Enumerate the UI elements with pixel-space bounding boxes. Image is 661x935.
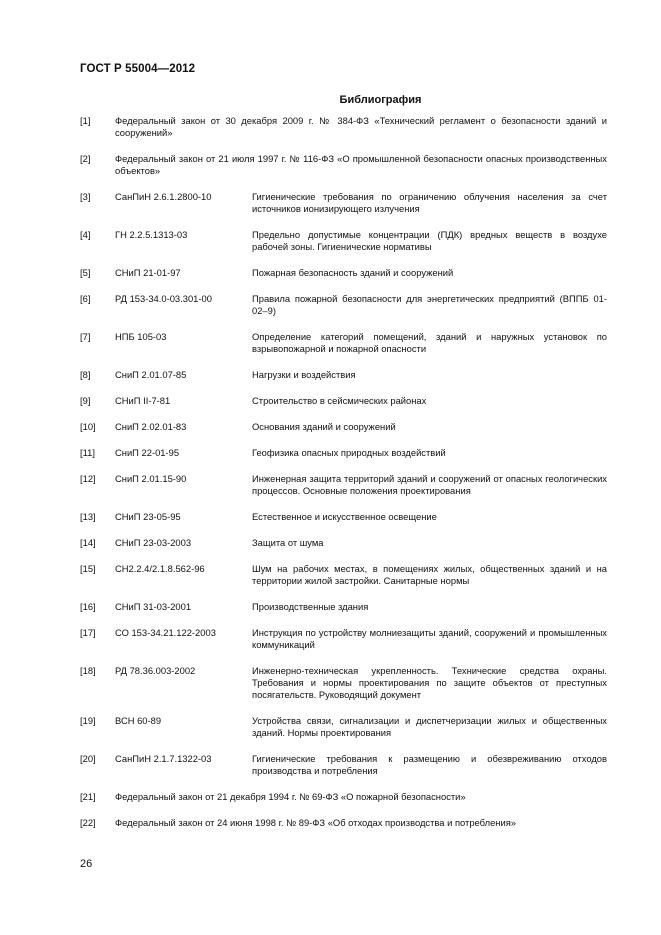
entry-number: [12] bbox=[80, 473, 96, 484]
bibliography-entry bbox=[80, 665, 607, 701]
entry-code: СниП 2.02.01-83 bbox=[115, 421, 187, 432]
bibliography-entry bbox=[80, 627, 607, 651]
entry-number: [16] bbox=[80, 601, 96, 612]
bibliography-entry bbox=[80, 791, 607, 803]
entry-title: Гигиенические требования к размещению и обезвреживанию отходов производства и потребления bbox=[252, 753, 607, 776]
entry-number: [8] bbox=[80, 369, 91, 380]
bibliography-entry bbox=[80, 753, 607, 777]
page-number: 26 bbox=[80, 858, 93, 870]
entry-title: Пожарная безопасность зданий и сооружений bbox=[252, 267, 454, 278]
entry-number: [11] bbox=[80, 447, 95, 458]
bibliography-entry bbox=[80, 715, 607, 739]
standard-designation: ГОСТ Р 55004—2012 bbox=[80, 63, 196, 75]
bibliography-entry bbox=[80, 229, 607, 253]
entry-code: СНиП 23-03-2003 bbox=[115, 537, 192, 548]
bibliography-list bbox=[80, 115, 607, 843]
entry-title: Предельно допустимые концентрации (ПДК) вредных веществ в воздухе рабочей зоны. Гигиенические нормативы bbox=[252, 229, 607, 252]
bibliography-entry bbox=[80, 817, 607, 829]
entry-title: Устройства связи, сигнализации и диспетчеризации жилых и общественных зданий. Нормы проектирования bbox=[252, 715, 607, 738]
entry-title: Естественное и искусственное освещение bbox=[252, 511, 437, 522]
entry-title: Строительство в сейсмических районах bbox=[252, 395, 427, 406]
entry-text: Федеральный закон от 21 июля 1997 г. № 116-ФЗ «О промышленной безопасности опасных производственных объектов» bbox=[115, 153, 607, 176]
bibliography-entry bbox=[80, 293, 607, 317]
entry-number: [14] bbox=[80, 537, 96, 548]
entry-code: СО 153-34.21.122-2003 bbox=[115, 627, 216, 638]
entry-number: [13] bbox=[80, 511, 96, 522]
entry-code: СНиП 23-05-95 bbox=[115, 511, 181, 522]
bibliography-entry bbox=[80, 369, 607, 381]
entry-title: Шум на рабочих местах, в помещениях жилых, общественных зданий и на территории жилой застройки. Санитарные нормы bbox=[252, 563, 607, 586]
entry-number: [18] bbox=[80, 665, 96, 676]
entry-text: Федеральный закон от 21 декабря 1994 г. № 69-ФЗ «О пожарной безопасности» bbox=[115, 791, 466, 802]
bibliography-entry bbox=[80, 331, 607, 355]
entry-title: Производственные здания bbox=[252, 601, 369, 612]
entry-code: ГН 2.2.5.1313-03 bbox=[115, 229, 188, 240]
bibliography-heading bbox=[0, 94, 661, 106]
entry-text: Федеральный закон от 30 декабря 2009 г. № 384-ФЗ «Технический регламент о безопасности зданий и сооружений» bbox=[115, 115, 607, 138]
entry-number: [2] bbox=[80, 153, 91, 164]
entry-number: [15] bbox=[80, 563, 96, 574]
bibliography-entry bbox=[80, 563, 607, 587]
entry-number: [9] bbox=[80, 395, 91, 406]
bibliography-entry bbox=[80, 447, 607, 459]
bibliography-entry bbox=[80, 537, 607, 549]
entry-code: СниП 2.01.15-90 bbox=[115, 473, 187, 484]
entry-title: Правила пожарной безопасности для энергетических предприятий (ВППБ 01-02–9) bbox=[252, 293, 607, 316]
entry-title: Геофизика опасных природных воздействий bbox=[252, 447, 446, 458]
entry-title: Нагрузки и воздействия bbox=[252, 369, 356, 380]
entry-text: Федеральный закон от 24 июня 1998 г. № 89-ФЗ «Об отходах производства и потребления» bbox=[115, 817, 516, 828]
entry-code: РД 153-34.0-03.301-00 bbox=[115, 293, 212, 304]
entry-number: [3] bbox=[80, 191, 91, 202]
entry-number: [6] bbox=[80, 293, 91, 304]
entry-title: Инженерно-техническая укрепленность. Технические средства охраны. Требования и нормы проектирования по защите объектов от преступных посягательств. Руководящий документ bbox=[252, 665, 607, 700]
entry-code: СН2.2.4/2.1.8.562-96 bbox=[115, 563, 205, 574]
bibliography-entry bbox=[80, 267, 607, 279]
entry-number: [1] bbox=[80, 115, 91, 126]
bibliography-entry bbox=[80, 473, 607, 497]
entry-code: СниП 22-01-95 bbox=[115, 447, 180, 458]
entry-code: СНиП II-7-81 bbox=[115, 395, 171, 406]
entry-title: Основания зданий и сооружений bbox=[252, 421, 396, 432]
entry-number: [19] bbox=[80, 715, 96, 726]
entry-number: [5] bbox=[80, 267, 91, 278]
entry-code: СанПиН 2.6.1.2800-10 bbox=[115, 191, 212, 202]
entry-number: [7] bbox=[80, 331, 91, 342]
bibliography-entry bbox=[80, 511, 607, 523]
bibliography-entry bbox=[80, 191, 607, 215]
entry-code: РД 78.36.003-2002 bbox=[115, 665, 196, 676]
entry-code: СНиП 31-03-2001 bbox=[115, 601, 192, 612]
bibliography-entry bbox=[80, 115, 607, 139]
entry-title: Инструкция по устройству молниезащиты зданий, сооружений и промышленных коммуникаций bbox=[252, 627, 607, 650]
entry-title: Защита от шума bbox=[252, 537, 324, 548]
entry-number: [10] bbox=[80, 421, 96, 432]
entry-code: ВСН 60-89 bbox=[115, 715, 162, 726]
entry-number: [17] bbox=[80, 627, 96, 638]
entry-number: [4] bbox=[80, 229, 91, 240]
entry-title: Гигиенические требования по ограничению облучения населения за счет источников ионизирующего излучения bbox=[252, 191, 607, 214]
entry-code: СниП 2.01.07-85 bbox=[115, 369, 187, 380]
entry-code: СНиП 21-01-97 bbox=[115, 267, 181, 278]
entry-title: Определение категорий помещений, зданий и наружных установок по взрывопожарной и пожарной опасности bbox=[252, 331, 607, 354]
bibliography-entry bbox=[80, 421, 607, 433]
bibliography-title: Библиография bbox=[339, 94, 422, 106]
entry-number: [20] bbox=[80, 753, 96, 764]
entry-number: [22] bbox=[80, 817, 96, 828]
bibliography-entry bbox=[80, 395, 607, 407]
entry-title: Инженерная защита территорий зданий и сооружений от опасных геологических процессов. Основные положения проектирования bbox=[252, 473, 607, 496]
entry-number: [21] bbox=[80, 791, 96, 802]
entry-code: НПБ 105-03 bbox=[115, 331, 167, 342]
bibliography-entry bbox=[80, 153, 607, 177]
entry-code: СанПиН 2.1.7.1322-03 bbox=[115, 753, 212, 764]
bibliography-entry bbox=[80, 601, 607, 613]
